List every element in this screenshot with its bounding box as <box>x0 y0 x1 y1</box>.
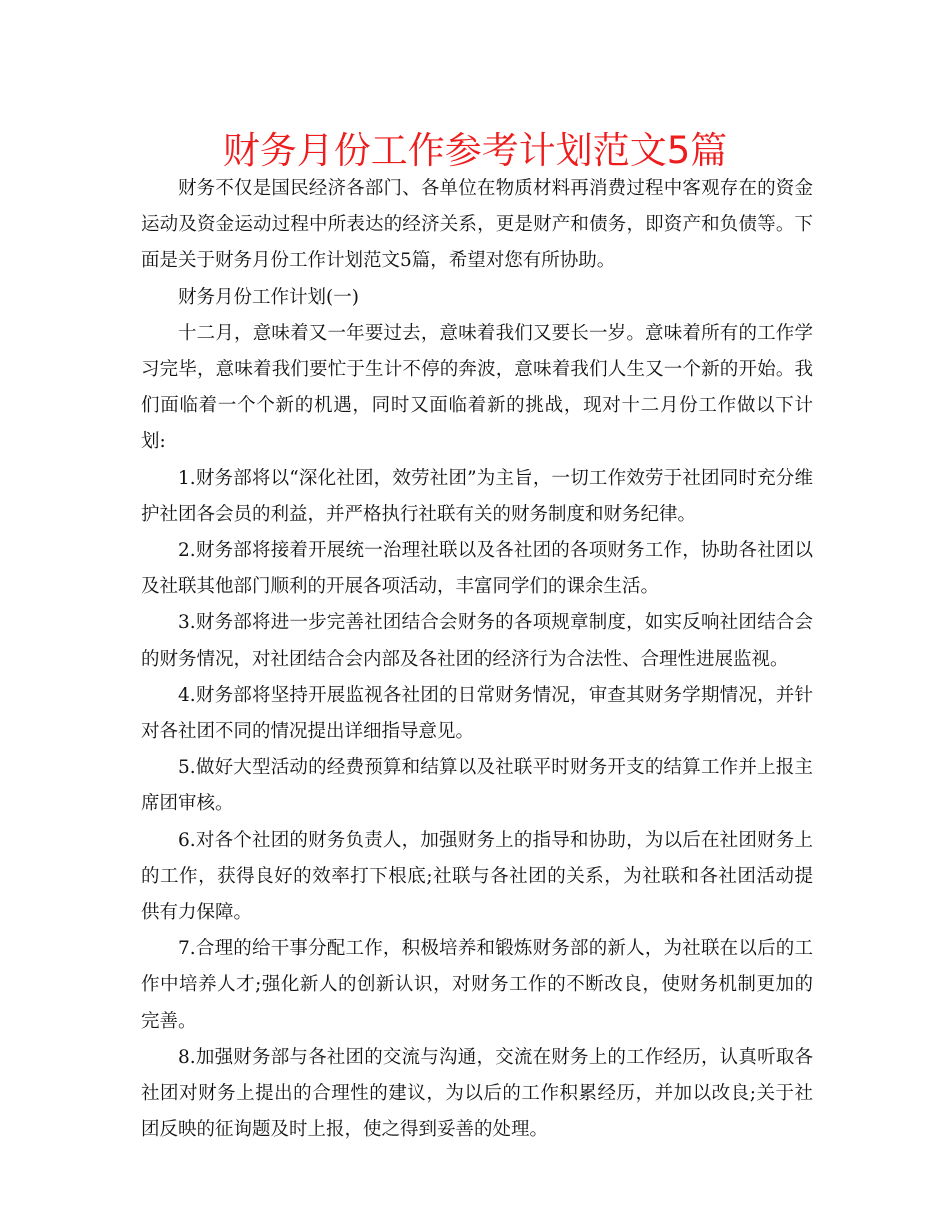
list-item: 7.合理的给干事分配工作，积极培养和锻炼财务部的新人，为社联在以后的工作中培养人才;强化新人的创新认识，对财务工作的不断改良，使财务机制更加的完善。 <box>141 938 813 1032</box>
list-item: 5.做好大型活动的经费预算和结算以及社联平时财务开支的结算工作并上报主席团审核。 <box>141 757 813 815</box>
document-body <box>141 171 813 1148</box>
document-title: 财务月份工作参考计划范文5篇 <box>222 129 728 172</box>
section-heading: 财务月份工作计划(一) <box>178 286 359 308</box>
list-item: 1.财务部将以“深化社团，效劳社团”为主旨，一切工作效劳于社团同时充分维护社团各会员的利益，并严格执行社联有关的财务制度和财务纪律。 <box>141 467 813 525</box>
body-paragraph: 十二月，意味着又一年要过去，意味着我们又要长一岁。意味着所有的工作学习完毕，意味着我们要忙于生计不停的奔波，意味着我们人生又一个新的开始。我们面临着一个个新的机遇，同时又面临着新的挑战，现对十二月份工作做以下计划: <box>141 322 813 453</box>
list-item: 3.财务部将进一步完善社团结合会财务的各项规章制度，如实反响社团结合会的财务情况，对社团结合会内部及各社团的经济行为合法性、合理性进展监视。 <box>141 612 813 670</box>
list-item: 2.财务部将接着开展统一治理社联以及各社团的各项财务工作，协助各社团以及社联其他部门顺利的开展各项活动，丰富同学们的课余生活。 <box>141 540 813 598</box>
intro-paragraph: 财务不仅是国民经济各部门、各单位在物质材料再消费过程中客观存在的资金运动及资金运动过程中所表达的经济关系，更是财产和债务，即资产和负债等。下面是关于财务月份工作计划范文5篇，希望对您有所协助。 <box>141 178 813 272</box>
list-item: 6.对各个社团的财务负责人，加强财务上的指导和协助，为以后在社团财务上的工作，获得良好的效率打下根底;社联与各社团的关系，为社联和各社团活动提供有力保障。 <box>141 829 813 924</box>
list-item: 8.加强财务部与各社团的交流与沟通，交流在财务上的工作经历，认真听取各社团对财务上提出的合理性的建议，为以后的工作积累经历，并加以改良;关于社团反映的征询题及时上报，使之得到妥善的处理。 <box>141 1046 813 1141</box>
list-item: 4.财务部将坚持开展监视各社团的日常财务情况，审查其财务学期情况，并针对各社团不同的情况提出详细指导意见。 <box>141 684 813 743</box>
